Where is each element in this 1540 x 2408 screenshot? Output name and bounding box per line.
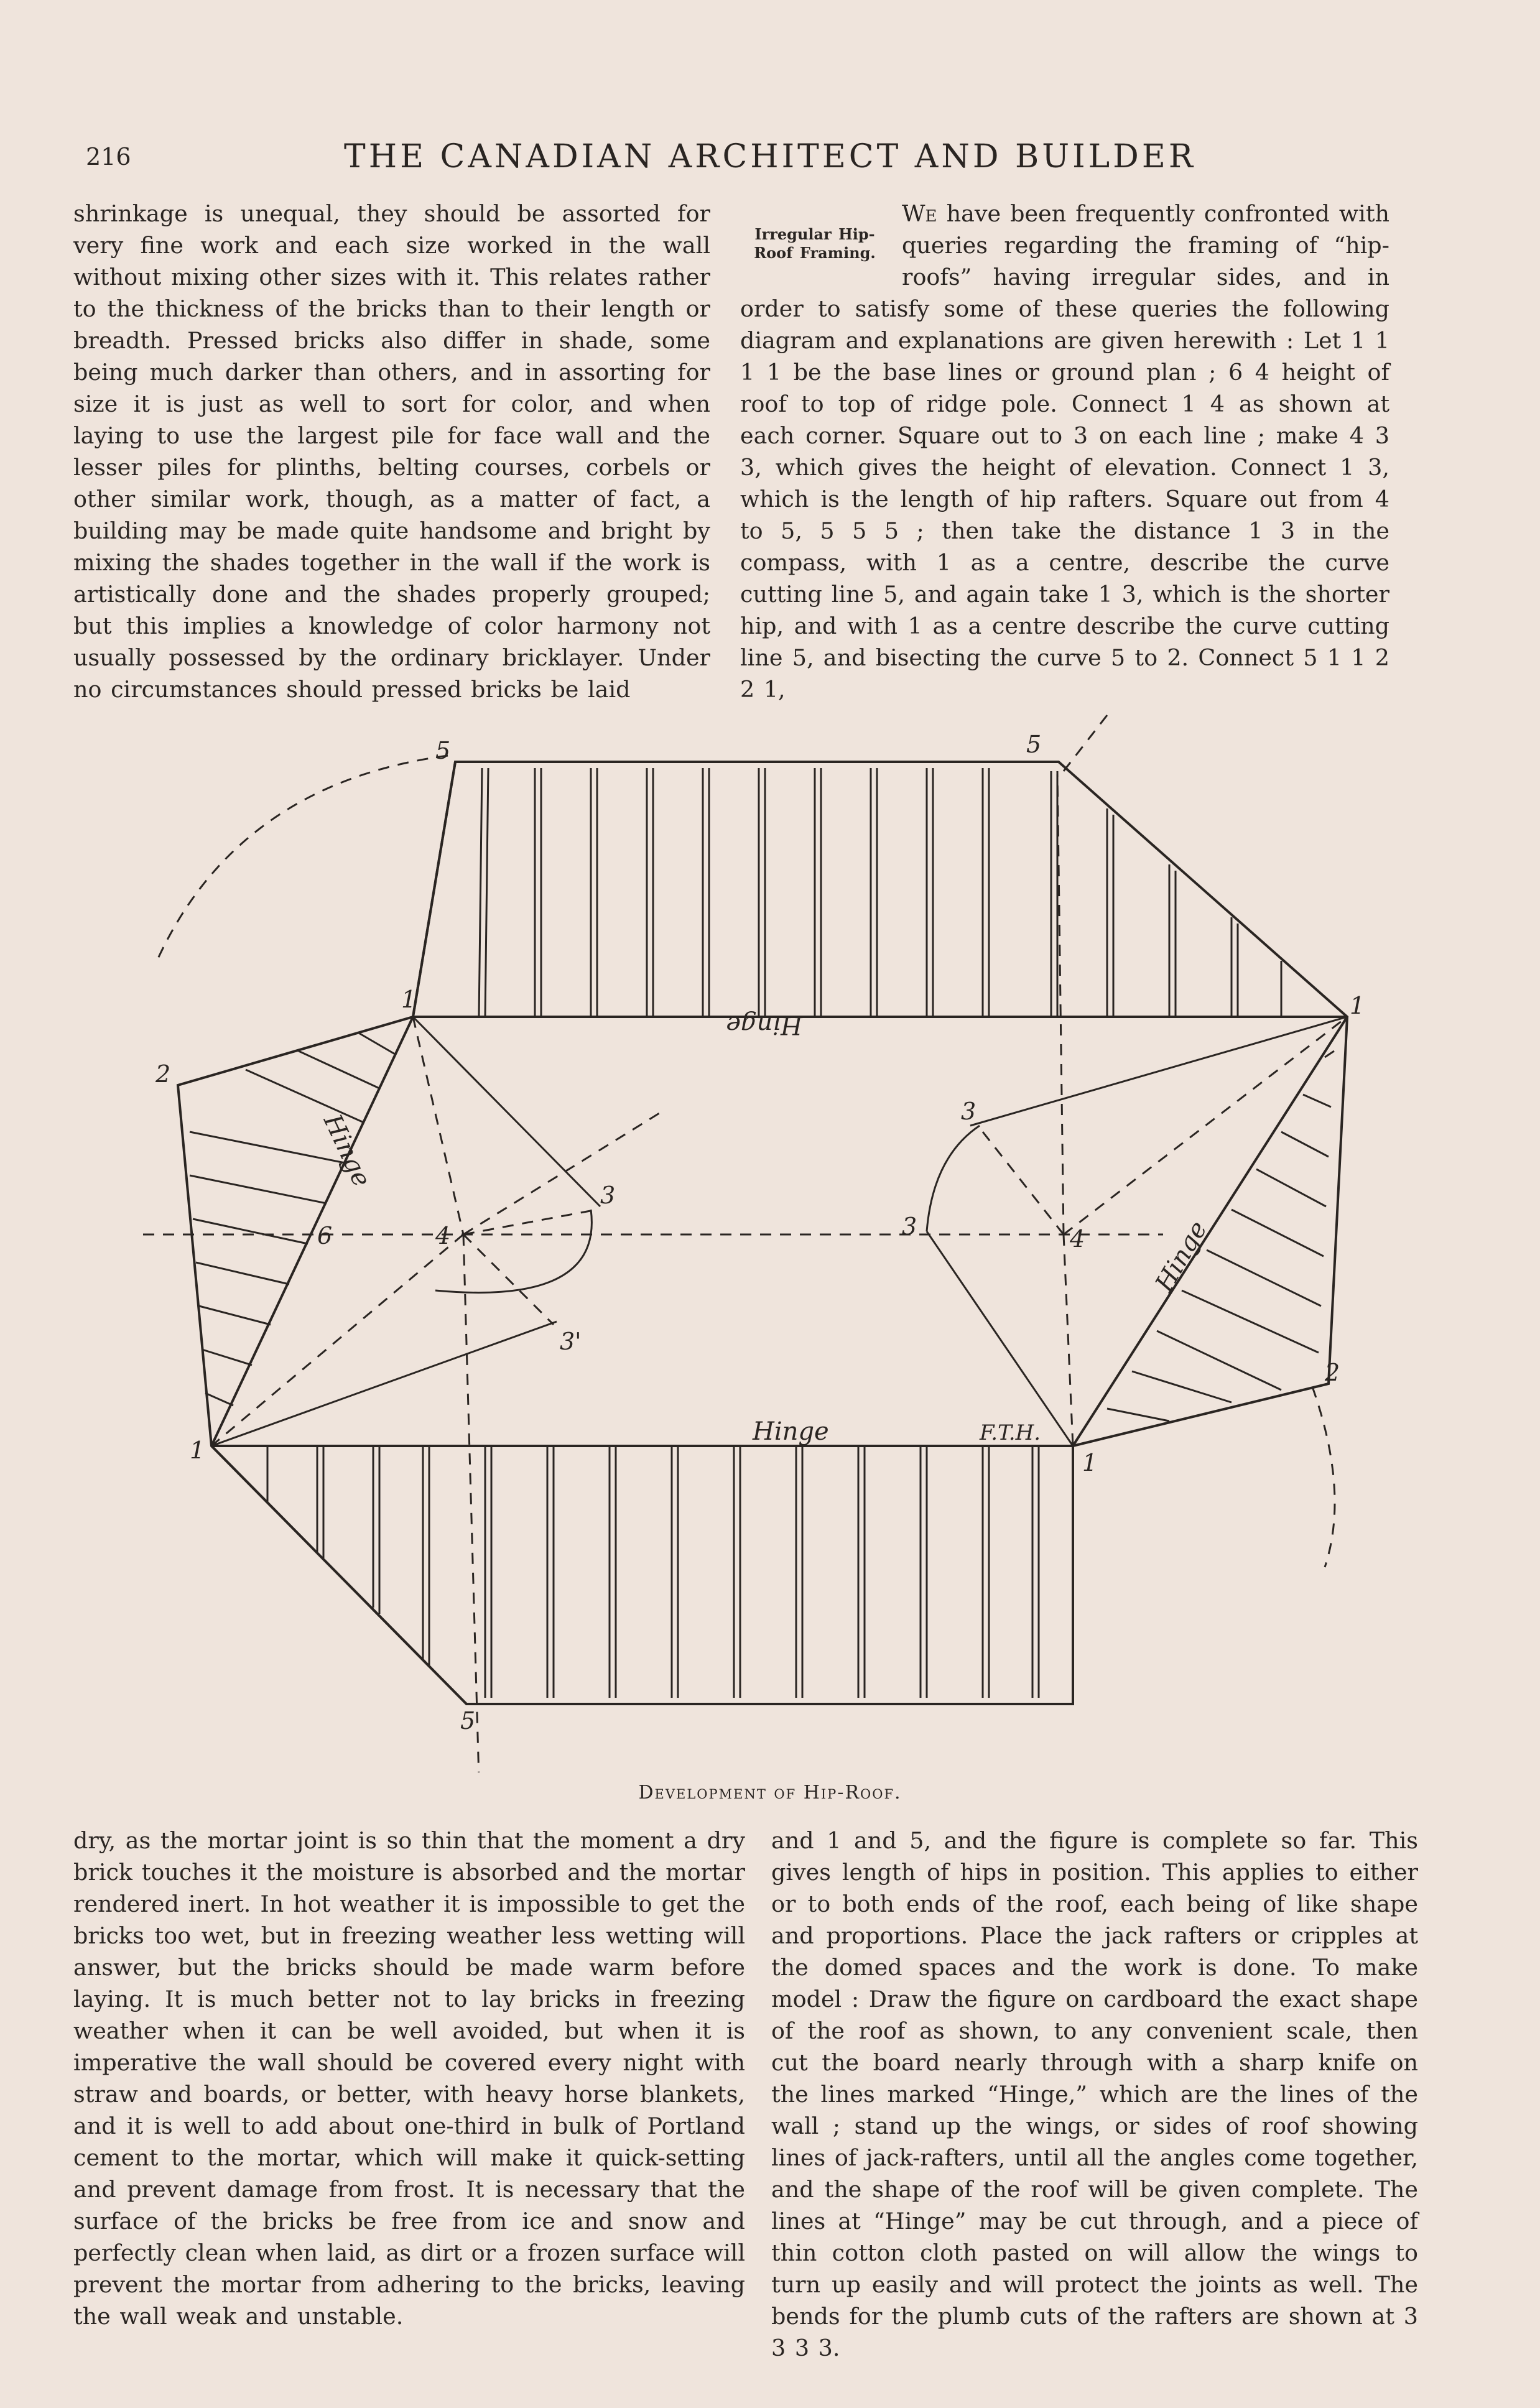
text-column-top-right <box>740 198 1389 705</box>
page-number: 216 <box>86 143 131 170</box>
label-3: 3 <box>600 1182 616 1209</box>
label-5: 5 <box>1026 731 1042 758</box>
paragraph: and 1 and 5, and the figure is complete so far. This gives length of hips in position. This applies to either or to both ends of the roof, each being of like shape and proportions. Place the jack rafters or cripples at the domed spaces and the work is done. To make model : Draw the figure on cardboard the exact shape of the roof as shown, to any convenient scale, then cut the board nearly through with a sharp knife on the lines marked “Hinge,” which are the lines of the wall ; stand up the wings, or sides of roof showing lines of jack-rafters, until all the angles come together, and the shape of the roof will be given complete. The lines at “Hinge” may be cut through, and a piece of thin cotton cloth pasted on will allow the wings to turn up easily and will protect the joints as well. The bends for the plumb cuts of the rafters are shown at 3 3 3 3. <box>771 1827 1418 2361</box>
side-line <box>413 762 455 1017</box>
label-1: 1 <box>401 986 417 1013</box>
paragraph: shrinkage is unequal, they should be assorted for very fine work and each size worked in the wall without mixing other sizes with it. This relates rather to the thickness of the bricks than to their length or breadth. Pressed bricks also differ in shade, some being much darker than others, and in assorting for size it is just as well to sort for color, and when laying to use the largest pile for face wall and the lesser piles for plinths, belting courses, corbels or other similar work, though, as a matter of fact, a building may be made quite handsome and bright by mixing the shades together in the wall if the work is artistically done and the shades properly grouped; but this implies a knowledge of color harmony not usually possessed by the ordinary bricklayer. Under no circumstances should pressed bricks be laid <box>73 200 710 703</box>
text-column-top-left <box>73 198 710 705</box>
label-5: 5 <box>435 737 451 764</box>
label-4: 4 <box>1070 1225 1085 1253</box>
figure-caption: Development of Hip-Roof. <box>638 1782 902 1804</box>
jack-rafters-bottom <box>267 1446 1039 1698</box>
label-3: 3 <box>961 1098 976 1125</box>
hip-roof-diagram <box>112 684 1431 1772</box>
label-3: 3 <box>902 1213 917 1240</box>
label-6: 6 <box>317 1222 333 1249</box>
label-fth: F.T.H. <box>980 1420 1041 1445</box>
label-1: 1 <box>1082 1449 1098 1476</box>
label-4: 4 <box>435 1222 451 1249</box>
paragraph <box>740 198 1389 705</box>
label-hinge-right: Hinge <box>1149 1216 1213 1297</box>
drop-word: We <box>902 200 937 227</box>
label-hinge-left: Hinge <box>317 1109 376 1192</box>
paragraph: dry, as the mortar joint is so thin that the moment a dry brick touches it the moisture is absorbed and the mortar rendered inert. In hot weather it is impossible to get the bricks too wet, but in freezing weather less wetting will answer, but the bricks should be made warm before laying. It is much better not to lay bricks in freezing weather when it can be well avoided, but when it is imperative the wall should be covered every night with straw and boards, or better, with heavy horse blankets, and it is well to add about one-third in bulk of Portland cement to the mortar, which will make it quick-setting and prevent damage from frost. It is necessary that the surface of the bricks be free from ice and snow and perfectly clean when laid, as dirt or a frozen surface will prevent the mortar from adhering to the bricks, leaving the wall weak and unstable. <box>73 1827 745 2330</box>
paragraph-text: have been frequently confronted with queries regarding the framing of “hip-roofs” having irregular sides, and in order to satisfy some of these queries the following diagram and explanations are given herewith : Let 1 1 1 1 be the base lines or ground plan ; 6 4 height of roof to top of ridge pole. Connect 1 4 as shown at each corner. Square out to 3 on each line ; make 4 3 3, which gives the height of elevation. Connect 1 3, which is the length of hip rafters. Square out from 4 to 5, 5 5 5 ; then take the distance 1 3 in the compass, with 1 as a centre, describe the curve cutting line 5, and again take 1 3, which is the shorter hip, and with 1 as a centre describe the curve cutting line 5, and bisecting the curve 5 to 2. Connect 5 1 1 2 2 1, <box>740 200 1390 703</box>
label-hinge-bottom: Hinge <box>753 1417 829 1446</box>
sidenote-irregular-hip-roof-framing: Irregular Hip-Roof Framing. <box>754 225 876 262</box>
jack-rafters-right <box>1107 1051 1334 1421</box>
label-3-prime: 3' <box>560 1328 582 1355</box>
label-2: 2 <box>1325 1359 1340 1386</box>
roof-outline <box>178 762 1347 1704</box>
jack-rafters-left <box>190 1032 395 1405</box>
label-2: 2 <box>155 1060 171 1088</box>
construction-lines <box>211 1017 1347 1446</box>
jack-rafters-top <box>479 768 1281 1017</box>
running-head: THE CANADIAN ARCHITECT AND BUILDER <box>344 138 1196 175</box>
text-column-bottom-right <box>771 1825 1418 2364</box>
hip-roof-diagram-svg <box>112 684 1431 1772</box>
label-hinge-top: Hinge <box>726 1011 802 1039</box>
text-column-bottom-left <box>73 1825 745 2332</box>
label-1: 1 <box>190 1437 205 1464</box>
label-1: 1 <box>1350 992 1365 1019</box>
label-5: 5 <box>460 1707 476 1734</box>
